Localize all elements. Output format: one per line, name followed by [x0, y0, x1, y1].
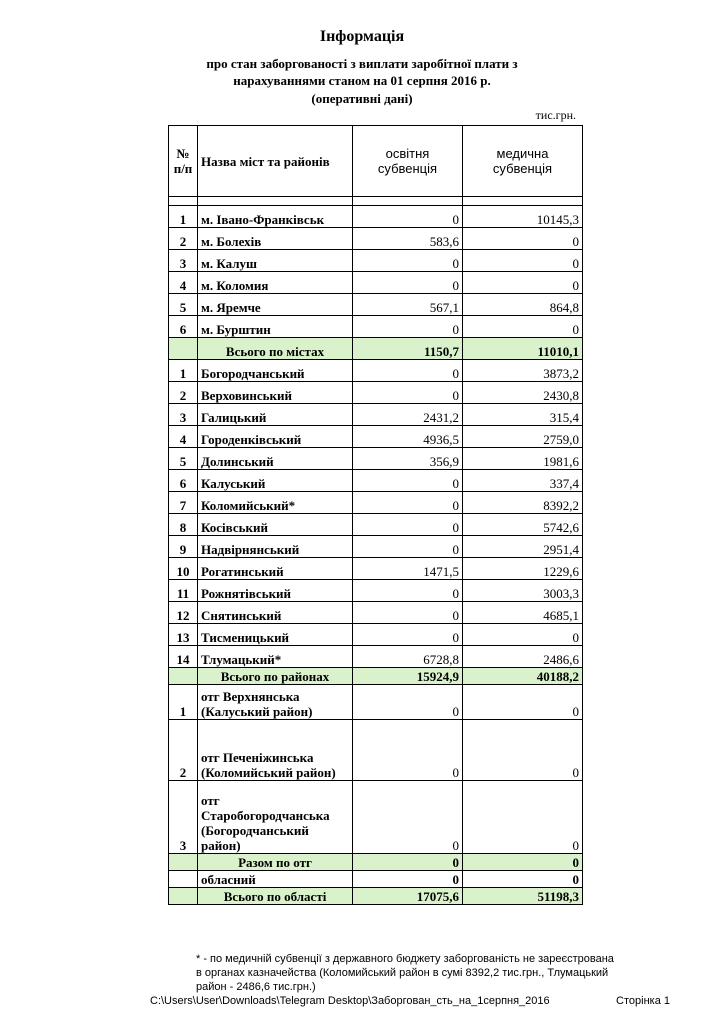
row-number: 3 [169, 250, 198, 272]
med-value: 864,8 [463, 294, 583, 316]
edu-value: 1150,7 [353, 338, 463, 360]
row-number: 3 [169, 404, 198, 426]
row-name: м. Бурштин [198, 316, 353, 338]
district-row [169, 470, 583, 492]
med-value: 0 [463, 272, 583, 294]
grand-total-row [169, 888, 583, 905]
edu-value: 0 [353, 580, 463, 602]
edu-value: 567,1 [353, 294, 463, 316]
row-number: 3 [169, 781, 198, 854]
med-value: 4685,1 [463, 602, 583, 624]
row-number [169, 871, 198, 888]
row-number: 5 [169, 448, 198, 470]
edu-value: 0 [353, 360, 463, 382]
med-value: 0 [463, 720, 583, 781]
med-value: 2759,0 [463, 426, 583, 448]
edu-value: 0 [353, 871, 463, 888]
document-subtitle-line-3: (оперативні дані) [311, 91, 413, 106]
row-name: Надвірнянський [198, 536, 353, 558]
row-name: отг Печеніжинська (Коломийський район) [198, 720, 353, 781]
district-row [169, 360, 583, 382]
district-row [169, 558, 583, 580]
edu-value: 6728,8 [353, 646, 463, 668]
row-number: 11 [169, 580, 198, 602]
edu-value: 0 [353, 514, 463, 536]
row-number: 1 [169, 685, 198, 720]
row-name: Верховинський [198, 382, 353, 404]
row-number: 7 [169, 492, 198, 514]
row-name: м. Івано-Франківськ [198, 206, 353, 228]
med-value: 11010,1 [463, 338, 583, 360]
row-number: 4 [169, 272, 198, 294]
edu-value: 0 [353, 720, 463, 781]
districts-total-row [169, 668, 583, 685]
edu-value: 4936,5 [353, 426, 463, 448]
spacer-row [169, 197, 583, 206]
row-name: Богородчанський [198, 360, 353, 382]
row-name: Галицький [198, 404, 353, 426]
document-subtitle-line-1: про стан заборгованості з виплати заробітної плати з [206, 56, 518, 71]
row-label: Разом по отг [198, 854, 353, 871]
unit-label: тис.грн. [535, 108, 576, 122]
otg-row [169, 781, 583, 854]
med-value: 1229,6 [463, 558, 583, 580]
row-number: 1 [169, 206, 198, 228]
header-number: № п/п [169, 126, 198, 197]
district-row [169, 426, 583, 448]
edu-value: 17075,6 [353, 888, 463, 905]
med-value: 3003,3 [463, 580, 583, 602]
edu-value: 0 [353, 250, 463, 272]
row-number: 6 [169, 316, 198, 338]
row-number: 13 [169, 624, 198, 646]
row-number: 2 [169, 382, 198, 404]
med-value: 0 [463, 781, 583, 854]
med-value: 8392,2 [463, 492, 583, 514]
document-subtitle-line-2: нарахуваннями станом на 01 серпня 2016 р. [233, 73, 491, 88]
district-row [169, 646, 583, 668]
med-value: 2430,8 [463, 382, 583, 404]
med-value: 0 [463, 316, 583, 338]
edu-value: 1471,5 [353, 558, 463, 580]
med-value: 2486,6 [463, 646, 583, 668]
edu-value: 356,9 [353, 448, 463, 470]
row-number: 14 [169, 646, 198, 668]
med-value: 0 [463, 250, 583, 272]
med-value: 51198,3 [463, 888, 583, 905]
district-row [169, 404, 583, 426]
med-value: 0 [463, 854, 583, 871]
header-med-subvention: медична субвенція [463, 126, 583, 197]
district-row [169, 514, 583, 536]
row-label: Всього по області [198, 888, 353, 905]
edu-value: 0 [353, 854, 463, 871]
oblast-row [169, 871, 583, 888]
med-value: 0 [463, 871, 583, 888]
med-value: 40188,2 [463, 668, 583, 685]
row-number: 8 [169, 514, 198, 536]
district-row [169, 492, 583, 514]
med-value: 10145,3 [463, 206, 583, 228]
edu-value: 0 [353, 272, 463, 294]
row-name: м. Калуш [198, 250, 353, 272]
cities-total-row [169, 338, 583, 360]
med-value: 337,4 [463, 470, 583, 492]
district-row [169, 536, 583, 558]
row-number: 2 [169, 720, 198, 781]
row-name: отг Верхнянська (Калуський район) [198, 685, 353, 720]
header-name: Назва міст та районів [198, 126, 353, 197]
row-number: 12 [169, 602, 198, 624]
city-row [169, 294, 583, 316]
page-number: Сторінка 1 [616, 995, 670, 1007]
city-row [169, 206, 583, 228]
row-name: Косівський [198, 514, 353, 536]
row-name: Долинський [198, 448, 353, 470]
row-number [169, 888, 198, 905]
district-row [169, 624, 583, 646]
row-number: 1 [169, 360, 198, 382]
row-name: отг Старобогородчанська (Богородчанський район) [198, 781, 353, 854]
edu-value: 0 [353, 536, 463, 558]
row-number: 9 [169, 536, 198, 558]
city-row [169, 228, 583, 250]
edu-value: 0 [353, 470, 463, 492]
edu-value: 15924,9 [353, 668, 463, 685]
row-name: Коломийський* [198, 492, 353, 514]
edu-value: 583,6 [353, 228, 463, 250]
otg-row [169, 685, 583, 720]
row-name: Снятинський [198, 602, 353, 624]
row-name: Тлумацький* [198, 646, 353, 668]
edu-value: 0 [353, 602, 463, 624]
row-number: 10 [169, 558, 198, 580]
row-name: Тисменицький [198, 624, 353, 646]
edu-value: 0 [353, 382, 463, 404]
district-row [169, 580, 583, 602]
row-name: м. Болехів [198, 228, 353, 250]
med-value: 2951,4 [463, 536, 583, 558]
otg-total-row [169, 854, 583, 871]
row-number [169, 338, 198, 360]
city-row [169, 250, 583, 272]
med-value: 1981,6 [463, 448, 583, 470]
row-name: м. Коломия [198, 272, 353, 294]
district-row [169, 382, 583, 404]
med-value: 3873,2 [463, 360, 583, 382]
row-label: Всього по містах [198, 338, 353, 360]
row-label: обласний [198, 871, 353, 888]
row-number [169, 854, 198, 871]
city-row [169, 272, 583, 294]
edu-value: 0 [353, 624, 463, 646]
edu-value: 0 [353, 492, 463, 514]
row-name: Городенківський [198, 426, 353, 448]
row-number: 2 [169, 228, 198, 250]
table-header-row [169, 126, 583, 197]
edu-value: 0 [353, 685, 463, 720]
district-row [169, 602, 583, 624]
row-name: Рожнятівський [198, 580, 353, 602]
med-value: 315,4 [463, 404, 583, 426]
row-number: 6 [169, 470, 198, 492]
debt-table [168, 125, 583, 905]
row-number: 5 [169, 294, 198, 316]
edu-value: 2431,2 [353, 404, 463, 426]
med-value: 0 [463, 624, 583, 646]
row-name: Калуський [198, 470, 353, 492]
med-value: 0 [463, 228, 583, 250]
page-footer [150, 995, 670, 1007]
document-title: Інформація [319, 28, 405, 45]
row-number [169, 668, 198, 685]
med-value: 5742,6 [463, 514, 583, 536]
edu-value: 0 [353, 316, 463, 338]
edu-value: 0 [353, 206, 463, 228]
otg-row [169, 720, 583, 781]
district-row [169, 448, 583, 470]
edu-value: 0 [353, 781, 463, 854]
row-name: м. Яремче [198, 294, 353, 316]
city-row [169, 316, 583, 338]
med-value: 0 [463, 685, 583, 720]
row-number: 4 [169, 426, 198, 448]
row-name: Рогатинський [198, 558, 353, 580]
row-label: Всього по районах [198, 668, 353, 685]
file-path: C:\Users\User\Downloads\Telegram Desktop\Заборгован_сть_на_1серпня_2016 [150, 995, 550, 1007]
header-edu-subvention: освітня субвенція [353, 126, 463, 197]
footnote: * - по медичній субвенції з державного бюджету заборгованість не зареєстрована в органах казначейства (Коломийський район в сумі 8392,2 тис.грн., Тлумацький район - 2486,6 тис.грн.) [196, 953, 614, 993]
